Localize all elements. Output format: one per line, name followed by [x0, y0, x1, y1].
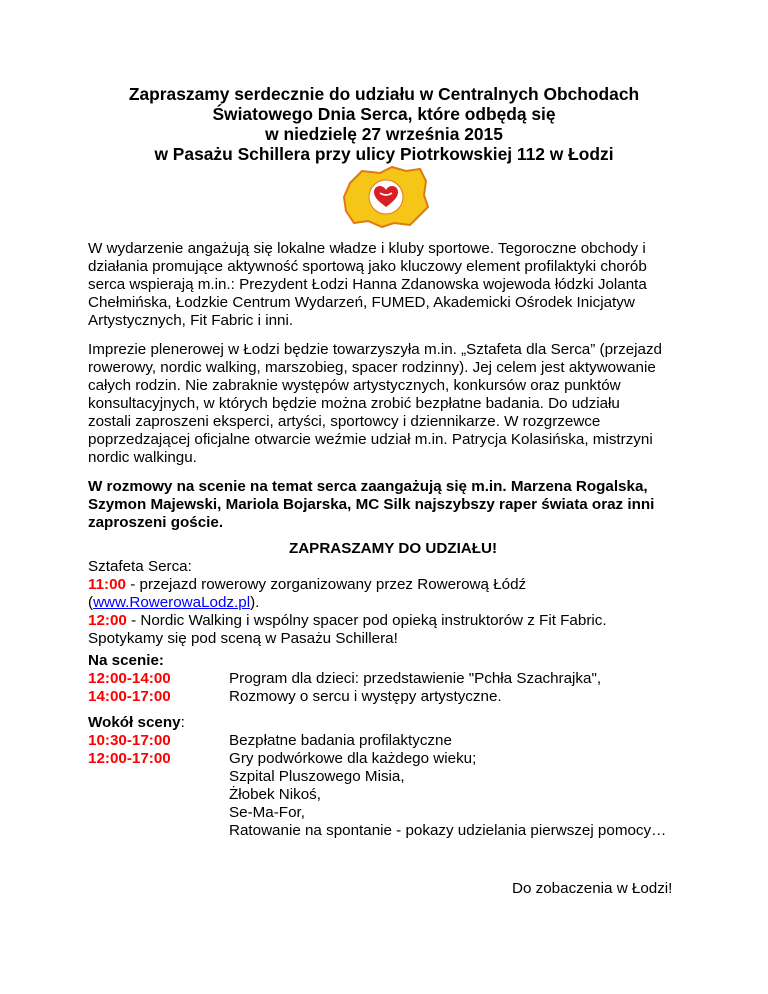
- intro-line: serca wspierają m.in.: Prezydent Łodzi Hanna Zdanowska wojewoda łódzki Jolanta: [88, 276, 647, 293]
- stage-heading: Na scenie:: [88, 652, 164, 669]
- intro-line: działania promujące aktywność sportową jako kluczowy element profilaktyki chorób: [88, 258, 647, 275]
- link-open-paren: (: [88, 594, 94, 611]
- relay-time-1: 11:00: [88, 576, 127, 593]
- intro-line: Artystycznych, Fit Fabric i inni.: [88, 312, 294, 329]
- page-title: [60, 84, 708, 164]
- around-time-2: 12:00-17:00: [88, 750, 171, 767]
- around-item: Bezpłatne badania profilaktyczne: [229, 732, 452, 749]
- events-line: całych rodzin. Nie zabraknie występów artystycznych, konkursów oraz punktów: [88, 377, 621, 394]
- around-time-1: 10:30-17:00: [88, 732, 171, 749]
- relay-time-2: 12:00: [88, 612, 127, 629]
- relay-heading: Sztafeta Serca:: [88, 558, 192, 575]
- relay-text-2: - Nordic Walking i wspólny spacer pod opieką instruktorów z Fit Fabric.: [126, 612, 607, 629]
- invite-heading: ZAPRASZAMY DO UDZIAŁU!: [288, 540, 498, 557]
- around-item: Gry podwórkowe dla każdego wieku;: [229, 750, 477, 767]
- around-item: Ratowanie na spontanie - pokazy udzielania pierwszej pomocy…: [229, 822, 667, 839]
- relay-item-1: [88, 576, 698, 594]
- relay-text-1: - przejazd rowerowy zorganizowany przez Rowerową Łódź: [126, 576, 527, 593]
- around-item: Se-Ma-For,: [229, 804, 305, 821]
- events-paragraph: [88, 341, 698, 467]
- intro-line: Chełmińska, Łodzkie Centrum Wydarzeń, FUMED, Akademicki Ośrodek Inicjatyw: [88, 294, 635, 311]
- around-item: Żłobek Nikoś,: [229, 786, 322, 803]
- title-line-4: w Pasażu Schillera przy ulicy Piotrkowskiej 112 w Łodzi: [154, 144, 614, 164]
- polska-map-heart-logo: [340, 163, 432, 229]
- relay-link-line: [88, 594, 698, 612]
- guests-line: Szymon Majewski, Mariola Bojarska, MC Silk najszybszy raper świata oraz inni: [88, 496, 655, 513]
- around-heading: Wokół sceny: [88, 714, 181, 731]
- intro-line: W wydarzenie angażują się lokalne władze i kluby sportowe. Tegoroczne obchody i: [88, 240, 646, 257]
- intro-paragraph: [88, 240, 698, 330]
- events-line: rowerowy, nordic walking, marszobieg, spacer rodzinny). Jej celem jest aktywowanie: [88, 359, 656, 376]
- events-line: Imprezie plenerowej w Łodzi będzie towarzyszyła m.in. „Sztafeta dla Serca” (przejazd: [88, 341, 662, 358]
- rowerowa-lodz-link[interactable]: www.RowerowaLodz.pl: [93, 594, 251, 611]
- closing-line: Do zobaczenia w Łodzi!: [512, 880, 673, 897]
- stage-time-2: 14:00-17:00: [88, 688, 171, 705]
- relay-section: [88, 558, 698, 648]
- title-line-1: Zapraszamy serdecznie do udziału w Centralnych Obchodach: [128, 84, 640, 104]
- title-line-2: Światowego Dnia Serca, które odbędą się: [212, 104, 556, 124]
- title-line-3: w niedzielę 27 września 2015: [265, 124, 503, 144]
- guests-line: zaproszeni goście.: [88, 514, 224, 531]
- stage-text-1: Program dla dzieci: przedstawienie "Pchła Szachrajka",: [229, 670, 602, 687]
- around-colon: :: [180, 714, 185, 731]
- events-line: konsultacyjnych, w których będzie można zrobić bezpłatne badania. Do udziału: [88, 395, 620, 412]
- around-heading-line: [88, 714, 185, 732]
- stage-time-1: 12:00-14:00: [88, 670, 171, 687]
- relay-item-2-line-2: Spotykamy się pod sceną w Pasażu Schillera!: [88, 630, 398, 647]
- events-line: poprzedzającej oficjalne otwarcie weźmie udział m.in. Patrycja Kolasińska, mistrzyni: [88, 431, 653, 448]
- guests-line: W rozmowy na scenie na temat serca zaangażują się m.in. Marzena Rogalska,: [88, 478, 648, 495]
- events-line: zostali zaproszeni eksperci, artyści, sportowcy i dziennikarze. W rozgrzewce: [88, 413, 601, 430]
- events-line: nordic walkingu.: [88, 449, 197, 466]
- relay-item-2: [88, 612, 698, 630]
- guests-paragraph: [88, 478, 698, 532]
- link-close-paren: ).: [250, 594, 260, 611]
- around-item: Szpital Pluszowego Misia,: [229, 768, 405, 785]
- stage-text-2: Rozmowy o sercu i występy artystyczne.: [229, 688, 502, 705]
